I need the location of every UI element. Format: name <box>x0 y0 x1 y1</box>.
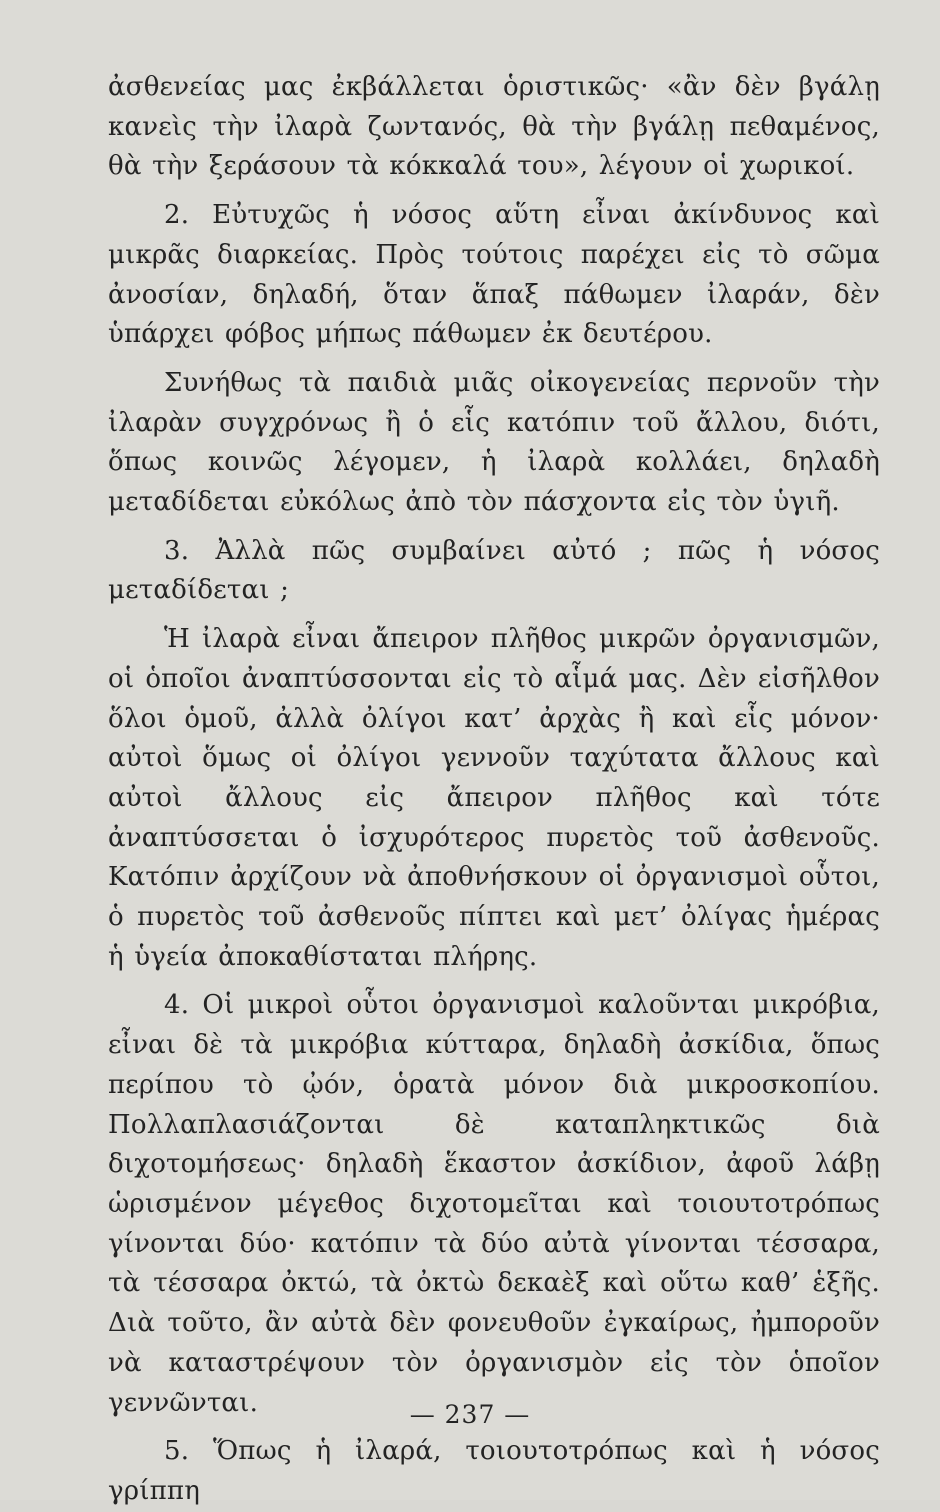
paragraph-continuation: ἀσθενείας μας ἐκβάλλεται ὁριστικῶς· «ἂν δὲν βγάλῃ κανεὶς τὴν ἰλαρὰ ζωντανός, θὰ τὴν βγάλῃ πεθαμένος, θὰ τὴν ξεράσουν τὰ κόκκαλά του», λέγουν οἱ χωρικοί. <box>108 72 880 182</box>
page-number: — 237 — <box>409 1400 531 1429</box>
paragraph-organisms: Ἡ ἰλαρὰ εἶναι ἄπειρον πλῆθος μικρῶν ὀργανισμῶν, οἱ ὁποῖοι ἀναπτύσσονται εἰς τὸ αἷμά μας. Δὲν εἰσῆλθον ὅλοι ὁμοῦ, ἀλλὰ ὀλίγοι κατ’ ἀρχὰς ἢ καὶ εἷς μόνον· αὐτοὶ ὅμως οἱ ὀλίγοι γεννοῦν ταχύτατα ἄλλους καὶ αὐτοὶ ἄλλους εἰς ἄπειρον πλῆθος καὶ τότε ἀναπτύσσεται ὁ ἰσχυρότερος πυρετὸς τοῦ ἀσθενοῦς. Κατόπιν ἀρχίζουν νὰ ἀποθνήσκουν οἱ ὀργανισμοὶ οὗτοι, ὁ πυρετὸς τοῦ ἀσθενοῦς πίπτει καὶ μετ’ ὀλίγας ἡμέρας ἡ ὑγεία ἀποκαθίσταται πλήρης. <box>108 624 880 972</box>
paragraph-siblings: Συνήθως τὰ παιδιὰ μιᾶς οἰκογενείας περνοῦν τὴν ἰλαρὰν συγχρόνως ἢ ὁ εἷς κατόπιν τοῦ ἄλλου, διότι, ὅπως κοινῶς λέγομεν, ἡ ἰλαρὰ κολλάει, δηλαδὴ μεταδίδεται εὐκόλως ἀπὸ τὸν πάσχοντα εἰς τὸν ὑγιῆ. <box>108 367 880 518</box>
paragraph-5: 5. Ὅπως ἡ ἰλαρά, τοιουτοτρόπως καὶ ἡ νόσος γρίππη <box>108 1436 880 1506</box>
paragraph-2: 2. Εὐτυχῶς ἡ νόσος αὕτη εἶναι ἀκίνδυνος καὶ μικρᾶς διαρκείας. Πρὸς τούτοις παρέχει εἰς τὸ σῶμα ἀνοσίαν, δηλαδή, ὅταν ἅπαξ πάθωμεν ἰλαράν, δὲν ὑπάρχει φόβος μήπως πάθωμεν ἐκ δευτέρου. <box>108 200 880 350</box>
body-text <box>108 68 880 1512</box>
paragraph-3: 3. Ἀλλὰ πῶς συμβαίνει αὐτό ; πῶς ἡ νόσος μεταδίδεται ; <box>108 535 880 606</box>
paragraph-4: 4. Οἱ μικροὶ οὗτοι ὀργανισμοὶ καλοῦνται μικρόβια, εἶναι δὲ τὰ μικρόβια κύτταρα, δηλαδὴ ἀσκίδια, ὅπως περίπου τὸ ᾠόν, ὁρατὰ μόνον διὰ μικροσκοπίου. Πολλαπλασιάζονται δὲ καταπληκτικῶς διὰ διχοτομήσεως· δηλαδὴ ἕκαστον ἀσκίδιον, ἀφοῦ λάβῃ ὡρισμένον μέγεθος διχοτομεῖται καὶ τοιουτοτρόπως γίνονται δύο· κατόπιν τὰ δύο αὐτὰ γίνονται τέσσαρα, τὰ τέσσαρα ὀκτώ, τὰ ὀκτὼ δεκαὲξ καὶ οὕτω καθ’ ἑξῆς. Διὰ τοῦτο, ἂν αὐτὰ δὲν φονευθοῦν ἐγκαίρως, ἠμποροῦν νὰ καταστρέψουν τὸν ὀργανισμὸν εἰς τὸν ὁποῖον γεννῶνται. <box>108 990 880 1418</box>
